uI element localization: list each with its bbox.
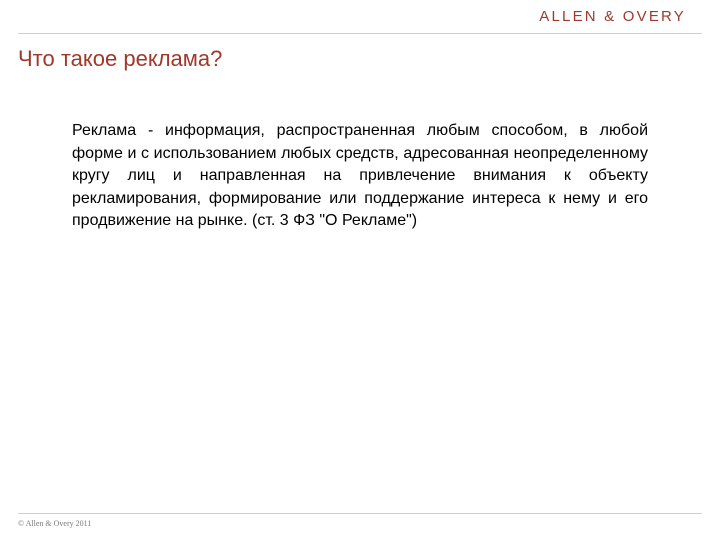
header-divider [18, 33, 702, 34]
slide-title: Что такое реклама? [18, 46, 223, 71]
definition-term: Реклама [72, 122, 137, 139]
copyright-notice: © Allen & Overy 2011 [18, 519, 92, 528]
definition-paragraph [72, 120, 648, 233]
company-logo: ALLEN & OVERY [539, 8, 686, 25]
definition-text: - информация, распространенная любым способом, в любой форме и с использованием любых средств, адресованная неопределенному кругу лиц и направленная на привлечение внимания к объекту рекламирования, формирование или поддержание интереса к нему и его продвижение на рынке. (ст. 3 ФЗ "О Рекламе") [72, 122, 648, 229]
footer-divider [18, 513, 702, 514]
